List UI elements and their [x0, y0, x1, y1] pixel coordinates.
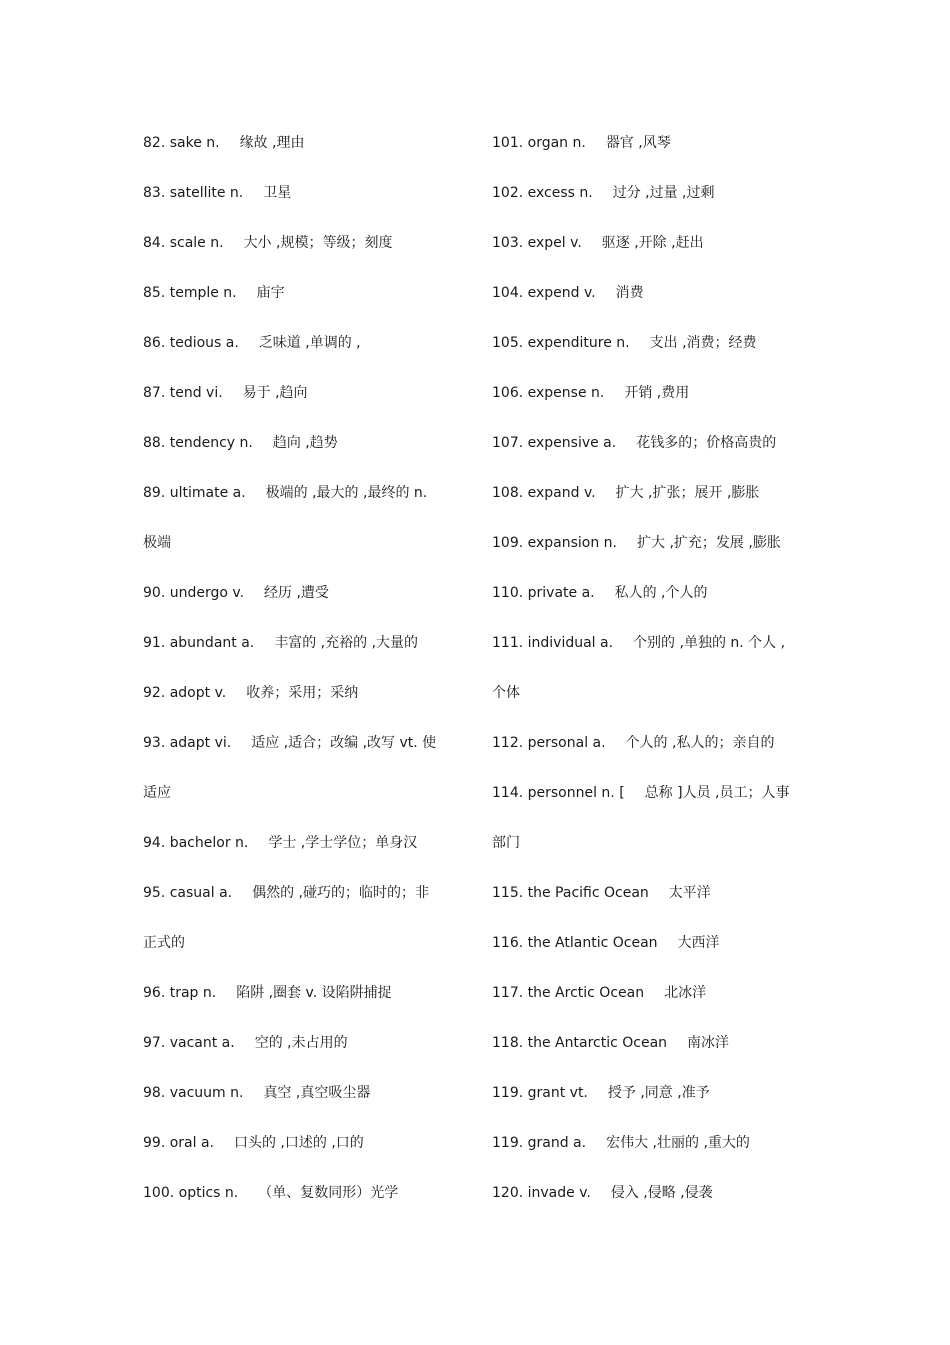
- vocab-entry: [492, 368, 822, 418]
- entry-term: 101. organ n.: [492, 135, 586, 151]
- entry-definition: 极端: [143, 535, 171, 551]
- entry-term: 87. tend vi.: [143, 385, 223, 401]
- entry-term: 112. personal a.: [492, 735, 606, 751]
- entry-definition: 宏伟大 ,壮丽的 ,重大的: [606, 1135, 750, 1151]
- entry-definition: （单、复数同形）光学: [258, 1185, 399, 1201]
- vocab-entry: [492, 568, 822, 618]
- entry-term: 102. excess n.: [492, 185, 593, 201]
- left-word-column: [143, 118, 473, 1218]
- vocab-entry: [492, 968, 822, 1018]
- entry-term: 84. scale n.: [143, 235, 224, 251]
- entry-definition: 南冰洋: [687, 1035, 730, 1051]
- entry-definition: 易于 ,趋向: [242, 385, 308, 401]
- entry-term: 100. optics n.: [143, 1185, 239, 1201]
- vocab-entry: [143, 818, 473, 868]
- entry-term: 110. private a.: [492, 585, 595, 601]
- vocab-entry-continuation: [492, 818, 822, 868]
- entry-term: 118. the Antarctic Ocean: [492, 1035, 668, 1051]
- entry-definition: 空的 ,未占用的: [254, 1035, 348, 1051]
- entry-definition: 侵入 ,侵略 ,侵袭: [610, 1185, 713, 1201]
- vocab-entry: [143, 718, 473, 768]
- vocab-entry: [143, 1168, 473, 1218]
- entry-definition: 花钱多的；价格高贵的: [636, 435, 777, 451]
- entry-definition: 学士 ,学士学位；单身汉: [268, 835, 418, 851]
- vocab-entry: [492, 768, 822, 818]
- vocab-entry: [143, 368, 473, 418]
- entry-definition: 授予 ,同意 ,准予: [607, 1085, 710, 1101]
- vocab-entry: [143, 268, 473, 318]
- vocab-entry-continuation: [143, 518, 473, 568]
- vocab-entry: [143, 1118, 473, 1168]
- entry-term: 89. ultimate a.: [143, 485, 246, 501]
- entry-term: 116. the Atlantic Ocean: [492, 935, 658, 951]
- entry-definition: 收养；采用；采纳: [246, 685, 359, 701]
- vocab-entry-continuation: [492, 668, 822, 718]
- vocab-entry: [492, 318, 822, 368]
- entry-term: 88. tendency n.: [143, 435, 253, 451]
- entry-definition: 器官 ,风琴: [605, 135, 671, 151]
- vocab-entry: [143, 668, 473, 718]
- entry-definition: 极端的 ,最大的 ,最终的 n.: [265, 485, 428, 501]
- entry-term: 107. expensive a.: [492, 435, 617, 451]
- entry-term: 91. abundant a.: [143, 635, 255, 651]
- entry-term: 93. adapt vi.: [143, 735, 232, 751]
- entry-term: 111. individual a.: [492, 635, 614, 651]
- vocab-entry: [492, 268, 822, 318]
- entry-definition: 个别的 ,单独的 n. 个人 ,: [633, 635, 786, 651]
- vocab-entry: [143, 618, 473, 668]
- entry-definition: 大西洋: [677, 935, 720, 951]
- entry-term: 82. sake n.: [143, 135, 220, 151]
- entry-term: 106. expense n.: [492, 385, 605, 401]
- vocab-entry: [492, 218, 822, 268]
- entry-term: 99. oral a.: [143, 1135, 214, 1151]
- entry-definition: 太平洋: [668, 885, 711, 901]
- vocab-entry: [492, 468, 822, 518]
- vocab-entry: [492, 1018, 822, 1068]
- entry-term: 95. casual a.: [143, 885, 233, 901]
- vocab-entry-continuation: [143, 918, 473, 968]
- vocab-entry: [492, 868, 822, 918]
- entry-definition: 消费: [615, 285, 644, 301]
- vocab-entry: [143, 868, 473, 918]
- vocab-entry: [143, 168, 473, 218]
- vocab-entry: [143, 968, 473, 1018]
- vocab-entry: [492, 918, 822, 968]
- vocab-entry: [492, 718, 822, 768]
- vocab-entry: [492, 518, 822, 568]
- vocab-entry: [143, 218, 473, 268]
- entry-definition: 庙宇: [256, 285, 285, 301]
- vocab-entry: [143, 318, 473, 368]
- entry-term: 83. satellite n.: [143, 185, 244, 201]
- entry-definition: 真空 ,真空吸尘器: [263, 1085, 371, 1101]
- entry-term: 109. expansion n.: [492, 535, 618, 551]
- vocab-entry: [492, 618, 822, 668]
- right-word-column: [492, 118, 822, 1218]
- entry-definition: 卫星: [263, 185, 292, 201]
- entry-definition: 个体: [492, 685, 520, 701]
- vocab-entry: [492, 1118, 822, 1168]
- entry-term: 115. the Pacific Ocean: [492, 885, 649, 901]
- entry-definition: 过分 ,过量 ,过剩: [612, 185, 715, 201]
- entry-term: 85. temple n.: [143, 285, 237, 301]
- vocab-entry-continuation: [143, 768, 473, 818]
- entry-term: 104. expend v.: [492, 285, 596, 301]
- entry-definition: 丰富的 ,充裕的 ,大量的: [274, 635, 419, 651]
- entry-definition: 大小 ,规模；等级；刻度: [243, 235, 393, 251]
- vocab-entry: [492, 1168, 822, 1218]
- entry-definition: 支出 ,消费；经费: [649, 335, 757, 351]
- vocab-entry: [143, 1018, 473, 1068]
- entry-term: 119. grand a.: [492, 1135, 587, 1151]
- entry-definition: 私人的 ,个人的: [614, 585, 708, 601]
- vocab-entry: [492, 168, 822, 218]
- entry-definition: 部门: [492, 835, 520, 851]
- vocab-entry: [492, 1068, 822, 1118]
- entry-definition: 开销 ,费用: [624, 385, 690, 401]
- entry-definition: 乏味道 ,单调的 ,: [258, 335, 361, 351]
- entry-definition: 总称 ]人员 ,员工；人事: [644, 785, 790, 801]
- entry-term: 120. invade v.: [492, 1185, 591, 1201]
- entry-term: 86. tedious a.: [143, 335, 239, 351]
- vocab-entry: [492, 418, 822, 468]
- entry-term: 103. expel v.: [492, 235, 582, 251]
- vocab-entry: [143, 1068, 473, 1118]
- entry-term: 98. vacuum n.: [143, 1085, 244, 1101]
- entry-term: 94. bachelor n.: [143, 835, 249, 851]
- entry-term: 117. the Arctic Ocean: [492, 985, 645, 1001]
- vocab-entry: [143, 468, 473, 518]
- entry-definition: 正式的: [143, 935, 185, 951]
- vocab-entry: [143, 568, 473, 618]
- entry-definition: 扩大 ,扩充；发展 ,膨胀: [637, 535, 781, 551]
- vocab-entry: [143, 118, 473, 168]
- entry-term: 92. adopt v.: [143, 685, 227, 701]
- entry-definition: 个人的 ,私人的；亲自的: [625, 735, 775, 751]
- entry-definition: 适应 ,适合；改编 ,改写 vt. 使: [251, 735, 437, 751]
- entry-definition: 偶然的 ,碰巧的；临时的；非: [252, 885, 430, 901]
- entry-definition: 口头的 ,口述的 ,口的: [233, 1135, 364, 1151]
- entry-definition: 趋向 ,趋势: [272, 435, 338, 451]
- entry-definition: 驱逐 ,开除 ,赶出: [601, 235, 704, 251]
- entry-definition: 陷阱 ,圈套 v. 设陷阱捕捉: [236, 985, 392, 1001]
- entry-term: 119. grant vt.: [492, 1085, 588, 1101]
- entry-term: 96. trap n.: [143, 985, 217, 1001]
- vocab-entry: [492, 118, 822, 168]
- entry-definition: 北冰洋: [664, 985, 707, 1001]
- entry-term: 97. vacant a.: [143, 1035, 235, 1051]
- vocab-entry: [143, 418, 473, 468]
- entry-definition: 缘故 ,理由: [239, 135, 305, 151]
- entry-term: 105. expenditure n.: [492, 335, 630, 351]
- entry-term: 108. expand v.: [492, 485, 596, 501]
- entry-definition: 扩大 ,扩张；展开 ,膨胀: [615, 485, 760, 501]
- entry-term: 90. undergo v.: [143, 585, 245, 601]
- entry-definition: 适应: [143, 785, 171, 801]
- entry-term: 114. personnel n. [: [492, 785, 625, 801]
- entry-definition: 经历 ,遭受: [264, 585, 329, 601]
